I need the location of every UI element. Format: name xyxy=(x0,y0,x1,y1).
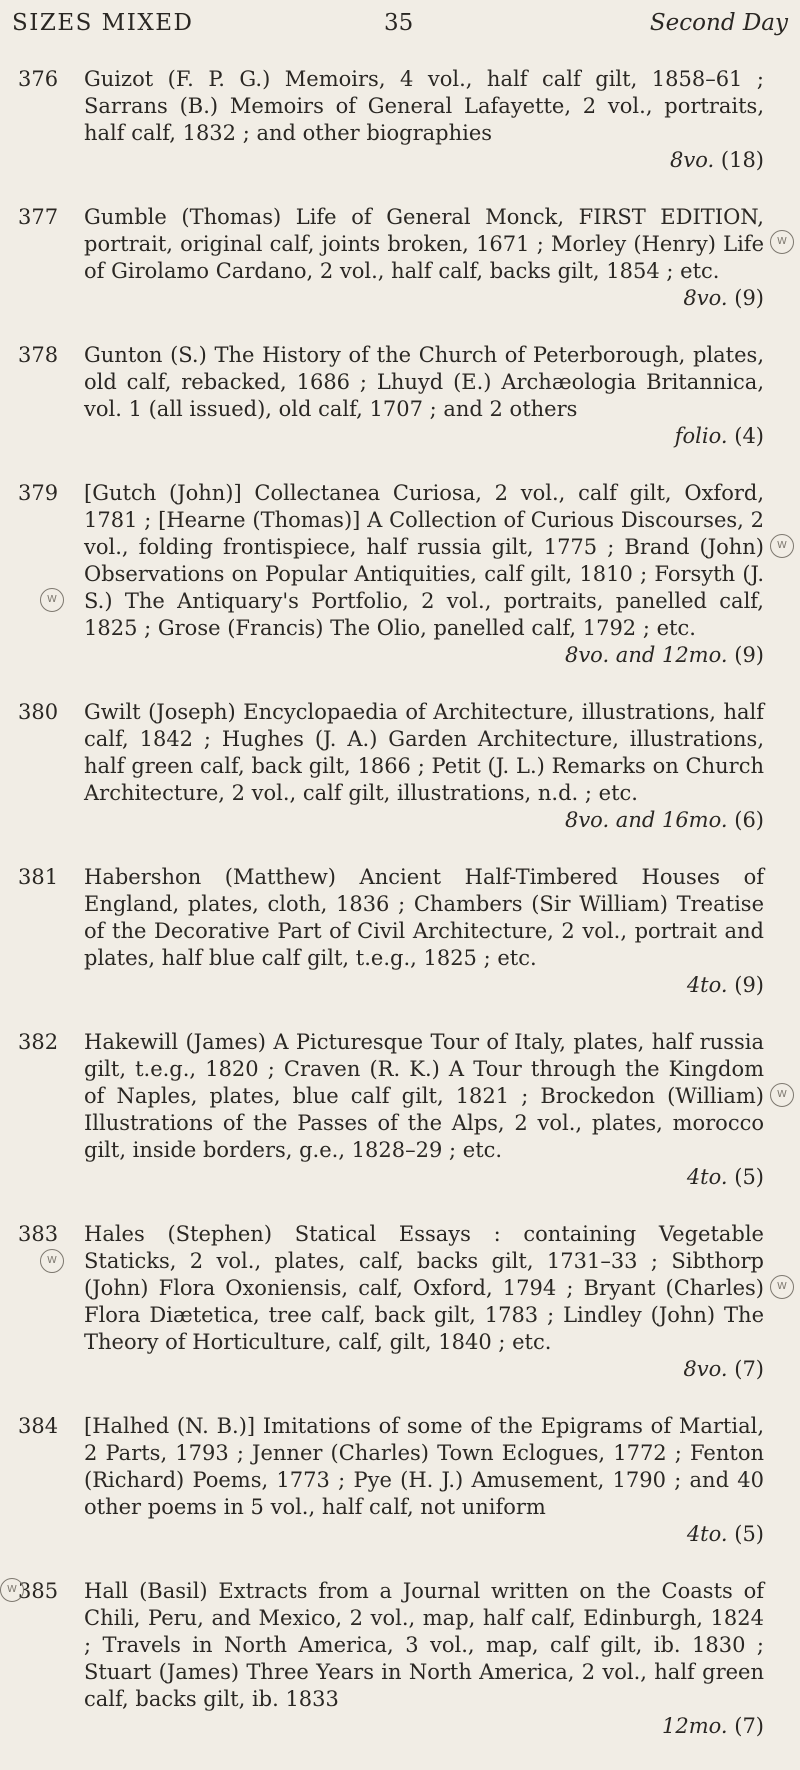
lot-description xyxy=(84,864,764,999)
handwritten-mark-icon: W xyxy=(770,534,794,558)
lot-count: (5) xyxy=(734,1522,764,1546)
lot-number: 385 xyxy=(18,1579,59,1603)
lot-text: Hales (Stephen) Statical Essays : containing Vegetable Staticks, 2 vol., plates, calf, backs gilt, 1731–33 ; Sibthorp (John) Flora Oxoniensis, calf, Oxford, 1794 ; Bryant (Charles) Flora Diætetica, tree calf, back gilt, 1783 ; Lindley (John) The Theory of Horticulture, calf, gilt, 1840 ; etc. xyxy=(84,1222,764,1354)
lot-size: 8vo. xyxy=(670,148,715,172)
lot-format xyxy=(84,807,764,834)
lot-text: Habershon (Matthew) Ancient Half-Timbered Houses of England, plates, cloth, 1836 ; Chambers (Sir William) Treatise of the Decorative Part of Civil Architecture, 2 vol., portrait and plates, half blue calf gilt, t.e.g., 1825 ; etc. xyxy=(84,865,764,970)
lot-format xyxy=(84,1713,764,1740)
lot-count: (18) xyxy=(720,148,764,172)
lot-entry xyxy=(0,1413,800,1548)
lot-text: Hall (Basil) Extracts from a Journal written on the Coasts of Chili, Peru, and Mexico, 2 vol., map, half calf, Edinburgh, 1824 ; Travels in North America, 3 vol., map, calf gilt, ib. 1830 ; Stuart (James) Three Years in North America, 2 vol., half green calf, backs gilt, ib. 1833 xyxy=(84,1579,764,1711)
lot-number: 377 xyxy=(18,205,59,229)
lot-entry xyxy=(0,864,800,999)
lot-entry xyxy=(0,66,800,174)
lot-number: 379 xyxy=(18,481,59,505)
lot-description xyxy=(84,1578,764,1740)
lot-format xyxy=(84,1164,764,1191)
lot-count: (7) xyxy=(734,1357,764,1381)
lot-size: 4to. xyxy=(686,1165,728,1189)
lot-entry xyxy=(0,1578,800,1740)
lot-description xyxy=(84,66,764,174)
lot-text: Gwilt (Joseph) Encyclopaedia of Architecture, illustrations, half calf, 1842 ; Hughes (J. A.) Garden Architecture, illustrations, half green calf, back gilt, 1866 ; Petit (J. L.) Remarks on Church Architecture, 2 vol., calf gilt, illustrations, n.d. ; etc. xyxy=(84,700,764,805)
lot-entry xyxy=(0,1029,800,1191)
lot-text: [Gutch (John)] Collectanea Curiosa, 2 vol., calf gilt, Oxford, 1781 ; [Hearne (Thomas)] A Collection of Curious Discourses, 2 vol., folding frontispiece, half russia gilt, 1775 ; Brand (John) Observations on Popular Antiquities, calf gilt, 1810 ; Forsyth (J. S.) The Antiquary's Portfolio, 2 vol., portraits, panelled calf, 1825 ; Grose (Francis) The Olio, panelled calf, 1792 ; etc. xyxy=(84,481,764,640)
lot-list xyxy=(0,66,800,1770)
lot-size: 4to. xyxy=(686,1522,728,1546)
lot-text: Gunton (S.) The History of the Church of Peterborough, plates, old calf, rebacked, 1686 ; Lhuyd (E.) Archæologia Britannica, vol. 1 (all issued), old calf, 1707 ; and 2 others xyxy=(84,343,764,421)
lot-size: 8vo. xyxy=(683,286,728,310)
lot-description xyxy=(84,342,764,450)
lot-number: 384 xyxy=(18,1414,59,1438)
lot-count: (9) xyxy=(734,643,764,667)
lot-description xyxy=(84,1029,764,1191)
lot-number: 380 xyxy=(18,700,59,724)
lot-description xyxy=(84,1413,764,1548)
lot-text: Hakewill (James) A Picturesque Tour of Italy, plates, half russia gilt, t.e.g., 1820 ; Craven (R. K.) A Tour through the Kingdom of Naples, plates, blue calf gilt, 1821 ; Brockedon (William) Illustrations of the Passes of the Alps, 2 vol., plates, morocco gilt, inside borders, g.e., 1828–29 ; etc. xyxy=(84,1030,764,1162)
lot-number: 376 xyxy=(18,67,59,91)
lot-size: 8vo. xyxy=(683,1357,728,1381)
sale-day: Second Day xyxy=(649,10,788,36)
lot-format xyxy=(84,285,764,312)
lot-entry xyxy=(0,480,800,669)
lot-count: (6) xyxy=(734,808,764,832)
lot-number: 383 xyxy=(18,1222,59,1246)
handwritten-mark-icon: W xyxy=(0,1578,24,1602)
lot-count: (9) xyxy=(734,973,764,997)
handwritten-mark-icon: W xyxy=(40,588,64,612)
lot-text: [Halhed (N. B.)] Imitations of some of the Epigrams of Martial, 2 Parts, 1793 ; Jenner (Charles) Town Eclogues, 1772 ; Fenton (Richard) Poems, 1773 ; Pye (H. J.) Amusement, 1790 ; and 40 other poems in 5 vol., half calf, not uniform xyxy=(84,1414,764,1519)
lot-size: 12mo. xyxy=(661,1714,728,1738)
lot-format xyxy=(84,423,764,450)
lot-entry xyxy=(0,699,800,834)
lot-description xyxy=(84,1221,764,1383)
lot-size: 8vo. and 12mo. xyxy=(564,643,728,667)
lot-size: 8vo. and 16mo. xyxy=(564,808,728,832)
lot-entry xyxy=(0,204,800,312)
lot-count: (9) xyxy=(734,286,764,310)
lot-number: 382 xyxy=(18,1030,59,1054)
lot-description xyxy=(84,699,764,834)
lot-format xyxy=(84,972,764,999)
lot-entry xyxy=(0,1221,800,1383)
lot-count: (7) xyxy=(734,1714,764,1738)
lot-description xyxy=(84,204,764,312)
lot-number: 381 xyxy=(18,865,59,889)
lot-text: Gumble (Thomas) Life of General Monck, FIRST EDITION, portrait, original calf, joints broken, 1671 ; Morley (Henry) Life of Girolamo Cardano, 2 vol., half calf, backs gilt, 1854 ; etc. xyxy=(84,205,764,283)
lot-number: 378 xyxy=(18,343,59,367)
lot-count: (5) xyxy=(734,1165,764,1189)
lot-size: folio. xyxy=(674,424,728,448)
lot-text: Guizot (F. P. G.) Memoirs, 4 vol., half calf gilt, 1858–61 ; Sarrans (B.) Memoirs of General Lafayette, 2 vol., portraits, half calf, 1832 ; and other biographies xyxy=(84,67,764,145)
section-title: SIZES MIXED xyxy=(12,10,194,36)
handwritten-mark-icon: W xyxy=(770,1083,794,1107)
lot-format xyxy=(84,147,764,174)
lot-entry xyxy=(0,342,800,450)
lot-format xyxy=(84,642,764,669)
handwritten-mark-icon: W xyxy=(770,1275,794,1299)
lot-description xyxy=(84,480,764,669)
page-header xyxy=(0,6,800,40)
page-number: 35 xyxy=(384,10,414,36)
lot-format xyxy=(84,1356,764,1383)
lot-size: 4to. xyxy=(686,973,728,997)
handwritten-mark-icon: W xyxy=(770,230,794,254)
handwritten-mark-icon: W xyxy=(40,1249,64,1273)
lot-format xyxy=(84,1521,764,1548)
lot-count: (4) xyxy=(734,424,764,448)
